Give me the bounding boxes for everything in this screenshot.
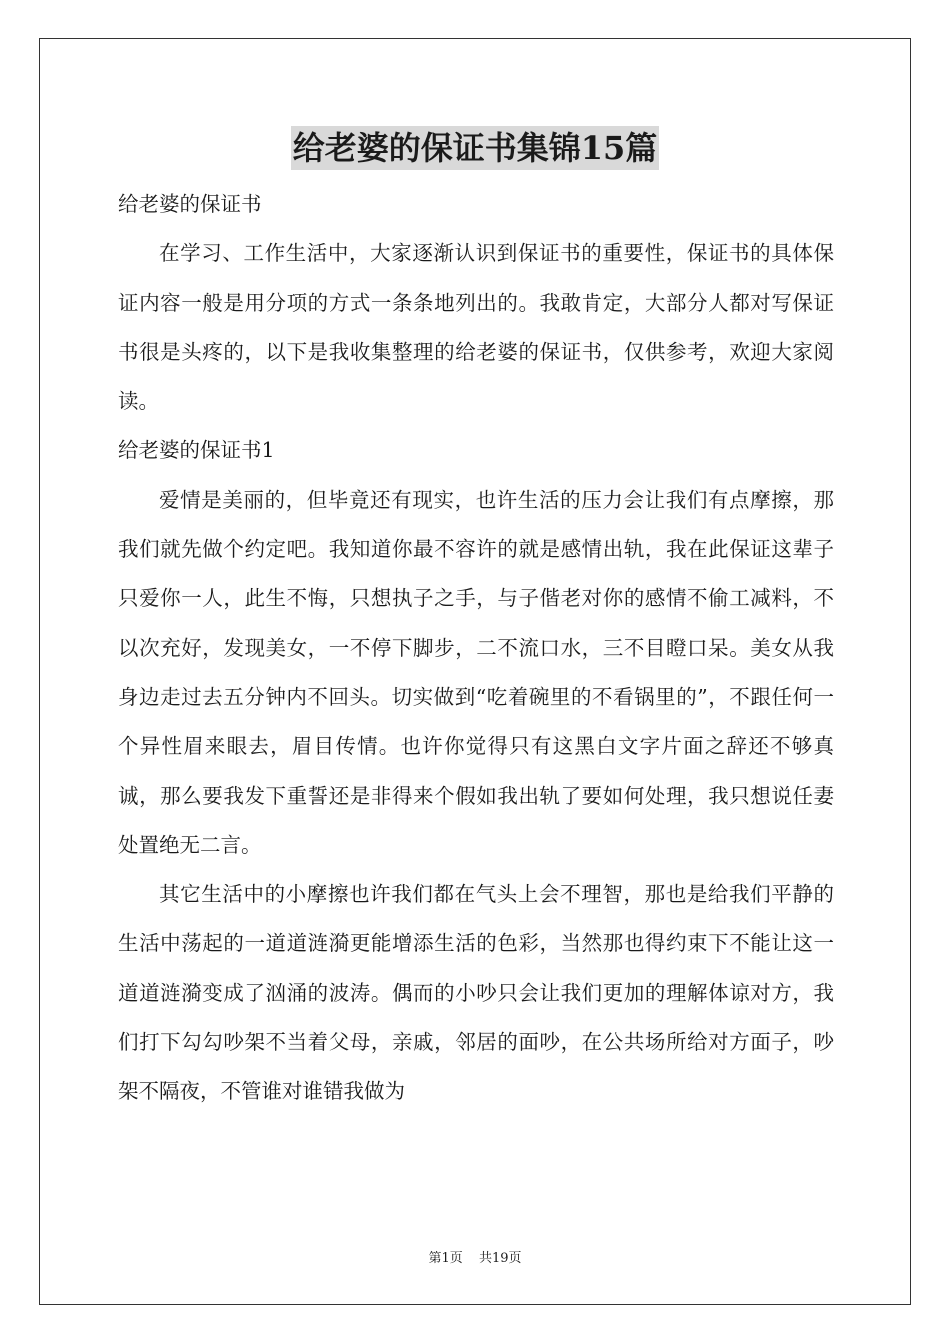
page-number: 第1页 [428,1251,463,1266]
page-total: 共19页 [478,1251,522,1266]
body-paragraph: 爱情是美丽的，但毕竟还有现实，也许生活的压力会让我们有点摩擦，那我们就先做个约定吧。我知道你最不容许的就是感情出轨，我在此保证这辈子只爱你一人，此生不悔，只想执子之手，与子偕老对你的感情不偷工减料，不以次充好，发现美女，一不停下脚步，二不流口水，三不目瞪口呆。美女从我身边走过去五分钟内不回头。切实做到“吃着碗里的不看锅里的”，不跟任何一个异性眉来眼去，眉目传情。也许你觉得只有这黑白文字片面之辞还不够真诚，那么要我发下重誓还是非得来个假如我出轨了要如何处理，我只想说任妻处置绝无二言。 [118,487,834,857]
section-heading: 给老婆的保证书 [118,192,262,216]
title-container [0,126,950,170]
intro-paragraph: 在学习、工作生活中，大家逐渐认识到保证书的重要性，保证书的具体保证内容一般是用分项的方式一条条地列出的。我敢肯定，大部分人都对写保证书很是头疼的，以下是我收集整理的给老婆的保证书，仅供参考，欢迎大家阅读。 [118,241,834,414]
document-body [118,180,834,1117]
section-heading: 给老婆的保证书1 [118,438,275,463]
document-title: 给老婆的保证书集锦15篇 [291,126,660,170]
page-footer [0,1247,950,1266]
body-paragraph: 其它生活中的小摩擦也许我们都在气头上会不理智，那也是给我们平静的生活中荡起的一道道涟漪更能增添生活的色彩，当然那也得约束下不能让这一道道涟漪变成了汹涌的波涛。偶而的小吵只会让我们更加的理解体谅对方，我们打下勾勾吵架不当着父母，亲戚，邻居的面吵，在公共场所给对方面子，吵架不隔夜，不管谁对谁错我做为 [118,882,834,1104]
